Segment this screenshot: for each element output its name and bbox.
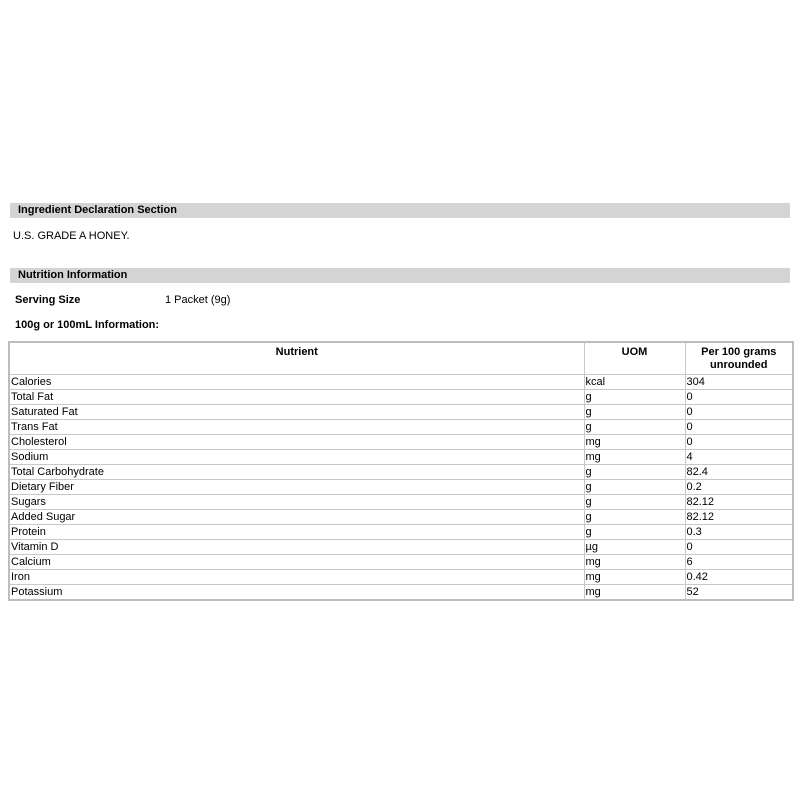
uom-cell: mg <box>584 450 685 465</box>
uom-cell: g <box>584 510 685 525</box>
table-row <box>9 525 793 540</box>
uom-cell: g <box>584 480 685 495</box>
uom-cell: g <box>584 495 685 510</box>
per-100g-value-cell: 0 <box>685 420 793 435</box>
nutrient-name-cell: Total Carbohydrate <box>9 465 584 480</box>
uom-cell: mg <box>584 435 685 450</box>
nutrient-name-cell: Cholesterol <box>9 435 584 450</box>
table-row <box>9 495 793 510</box>
per-100g-value-cell: 0 <box>685 435 793 450</box>
nutrient-name-cell: Dietary Fiber <box>9 480 584 495</box>
table-row <box>9 465 793 480</box>
table-header-row <box>9 342 793 375</box>
table-row <box>9 435 793 450</box>
nutrient-name-cell: Vitamin D <box>9 540 584 555</box>
nutrient-name-cell: Calories <box>9 375 584 390</box>
table-row <box>9 405 793 420</box>
column-header-nutrient: Nutrient <box>9 342 584 375</box>
per-100g-value-cell: 0.3 <box>685 525 793 540</box>
per-100g-info-label: 100g or 100mL Information: <box>15 319 160 331</box>
per-100g-value-cell: 82.4 <box>685 465 793 480</box>
ingredient-section-header: Ingredient Declaration Section <box>10 203 790 218</box>
table-row <box>9 555 793 570</box>
uom-cell: mg <box>584 585 685 601</box>
table-row <box>9 480 793 495</box>
table-row <box>9 570 793 585</box>
column-header-per-100g: Per 100 grams unrounded <box>685 342 793 375</box>
per-100g-value-cell: 0 <box>685 540 793 555</box>
nutrient-table-body <box>9 375 793 601</box>
nutrient-name-cell: Trans Fat <box>9 420 584 435</box>
per-100g-value-cell: 0 <box>685 405 793 420</box>
per-100g-value-cell: 52 <box>685 585 793 601</box>
nutrient-name-cell: Sugars <box>9 495 584 510</box>
uom-cell: mg <box>584 570 685 585</box>
uom-cell: g <box>584 405 685 420</box>
nutrient-name-cell: Iron <box>9 570 584 585</box>
per-100g-value-cell: 0 <box>685 390 793 405</box>
serving-size-value: 1 Packet (9g) <box>165 294 231 306</box>
column-header-uom: UOM <box>584 342 685 375</box>
per-100g-value-cell: 82.12 <box>685 510 793 525</box>
table-row <box>9 540 793 555</box>
table-row <box>9 585 793 601</box>
table-row <box>9 420 793 435</box>
per-100g-value-cell: 0.2 <box>685 480 793 495</box>
uom-cell: µg <box>584 540 685 555</box>
nutrient-name-cell: Sodium <box>9 450 584 465</box>
table-row <box>9 450 793 465</box>
nutrient-name-cell: Calcium <box>9 555 584 570</box>
uom-cell: kcal <box>584 375 685 390</box>
nutrient-name-cell: Potassium <box>9 585 584 601</box>
uom-cell: g <box>584 390 685 405</box>
nutrition-section-header: Nutrition Information <box>10 268 790 283</box>
uom-cell: g <box>584 525 685 540</box>
serving-size-label: Serving Size <box>15 294 81 306</box>
table-row <box>9 375 793 390</box>
nutrient-name-cell: Saturated Fat <box>9 405 584 420</box>
per-100g-value-cell: 6 <box>685 555 793 570</box>
uom-cell: g <box>584 420 685 435</box>
nutrient-name-cell: Total Fat <box>9 390 584 405</box>
nutrient-name-cell: Added Sugar <box>9 510 584 525</box>
per-100g-value-cell: 304 <box>685 375 793 390</box>
uom-cell: mg <box>584 555 685 570</box>
ingredient-declaration-text: U.S. GRADE A HONEY. <box>13 230 130 242</box>
nutrient-name-cell: Protein <box>9 525 584 540</box>
uom-cell: g <box>584 465 685 480</box>
table-row <box>9 510 793 525</box>
nutrient-table <box>8 341 794 601</box>
per-100g-value-cell: 0.42 <box>685 570 793 585</box>
table-row <box>9 390 793 405</box>
per-100g-value-cell: 82.12 <box>685 495 793 510</box>
per-100g-value-cell: 4 <box>685 450 793 465</box>
